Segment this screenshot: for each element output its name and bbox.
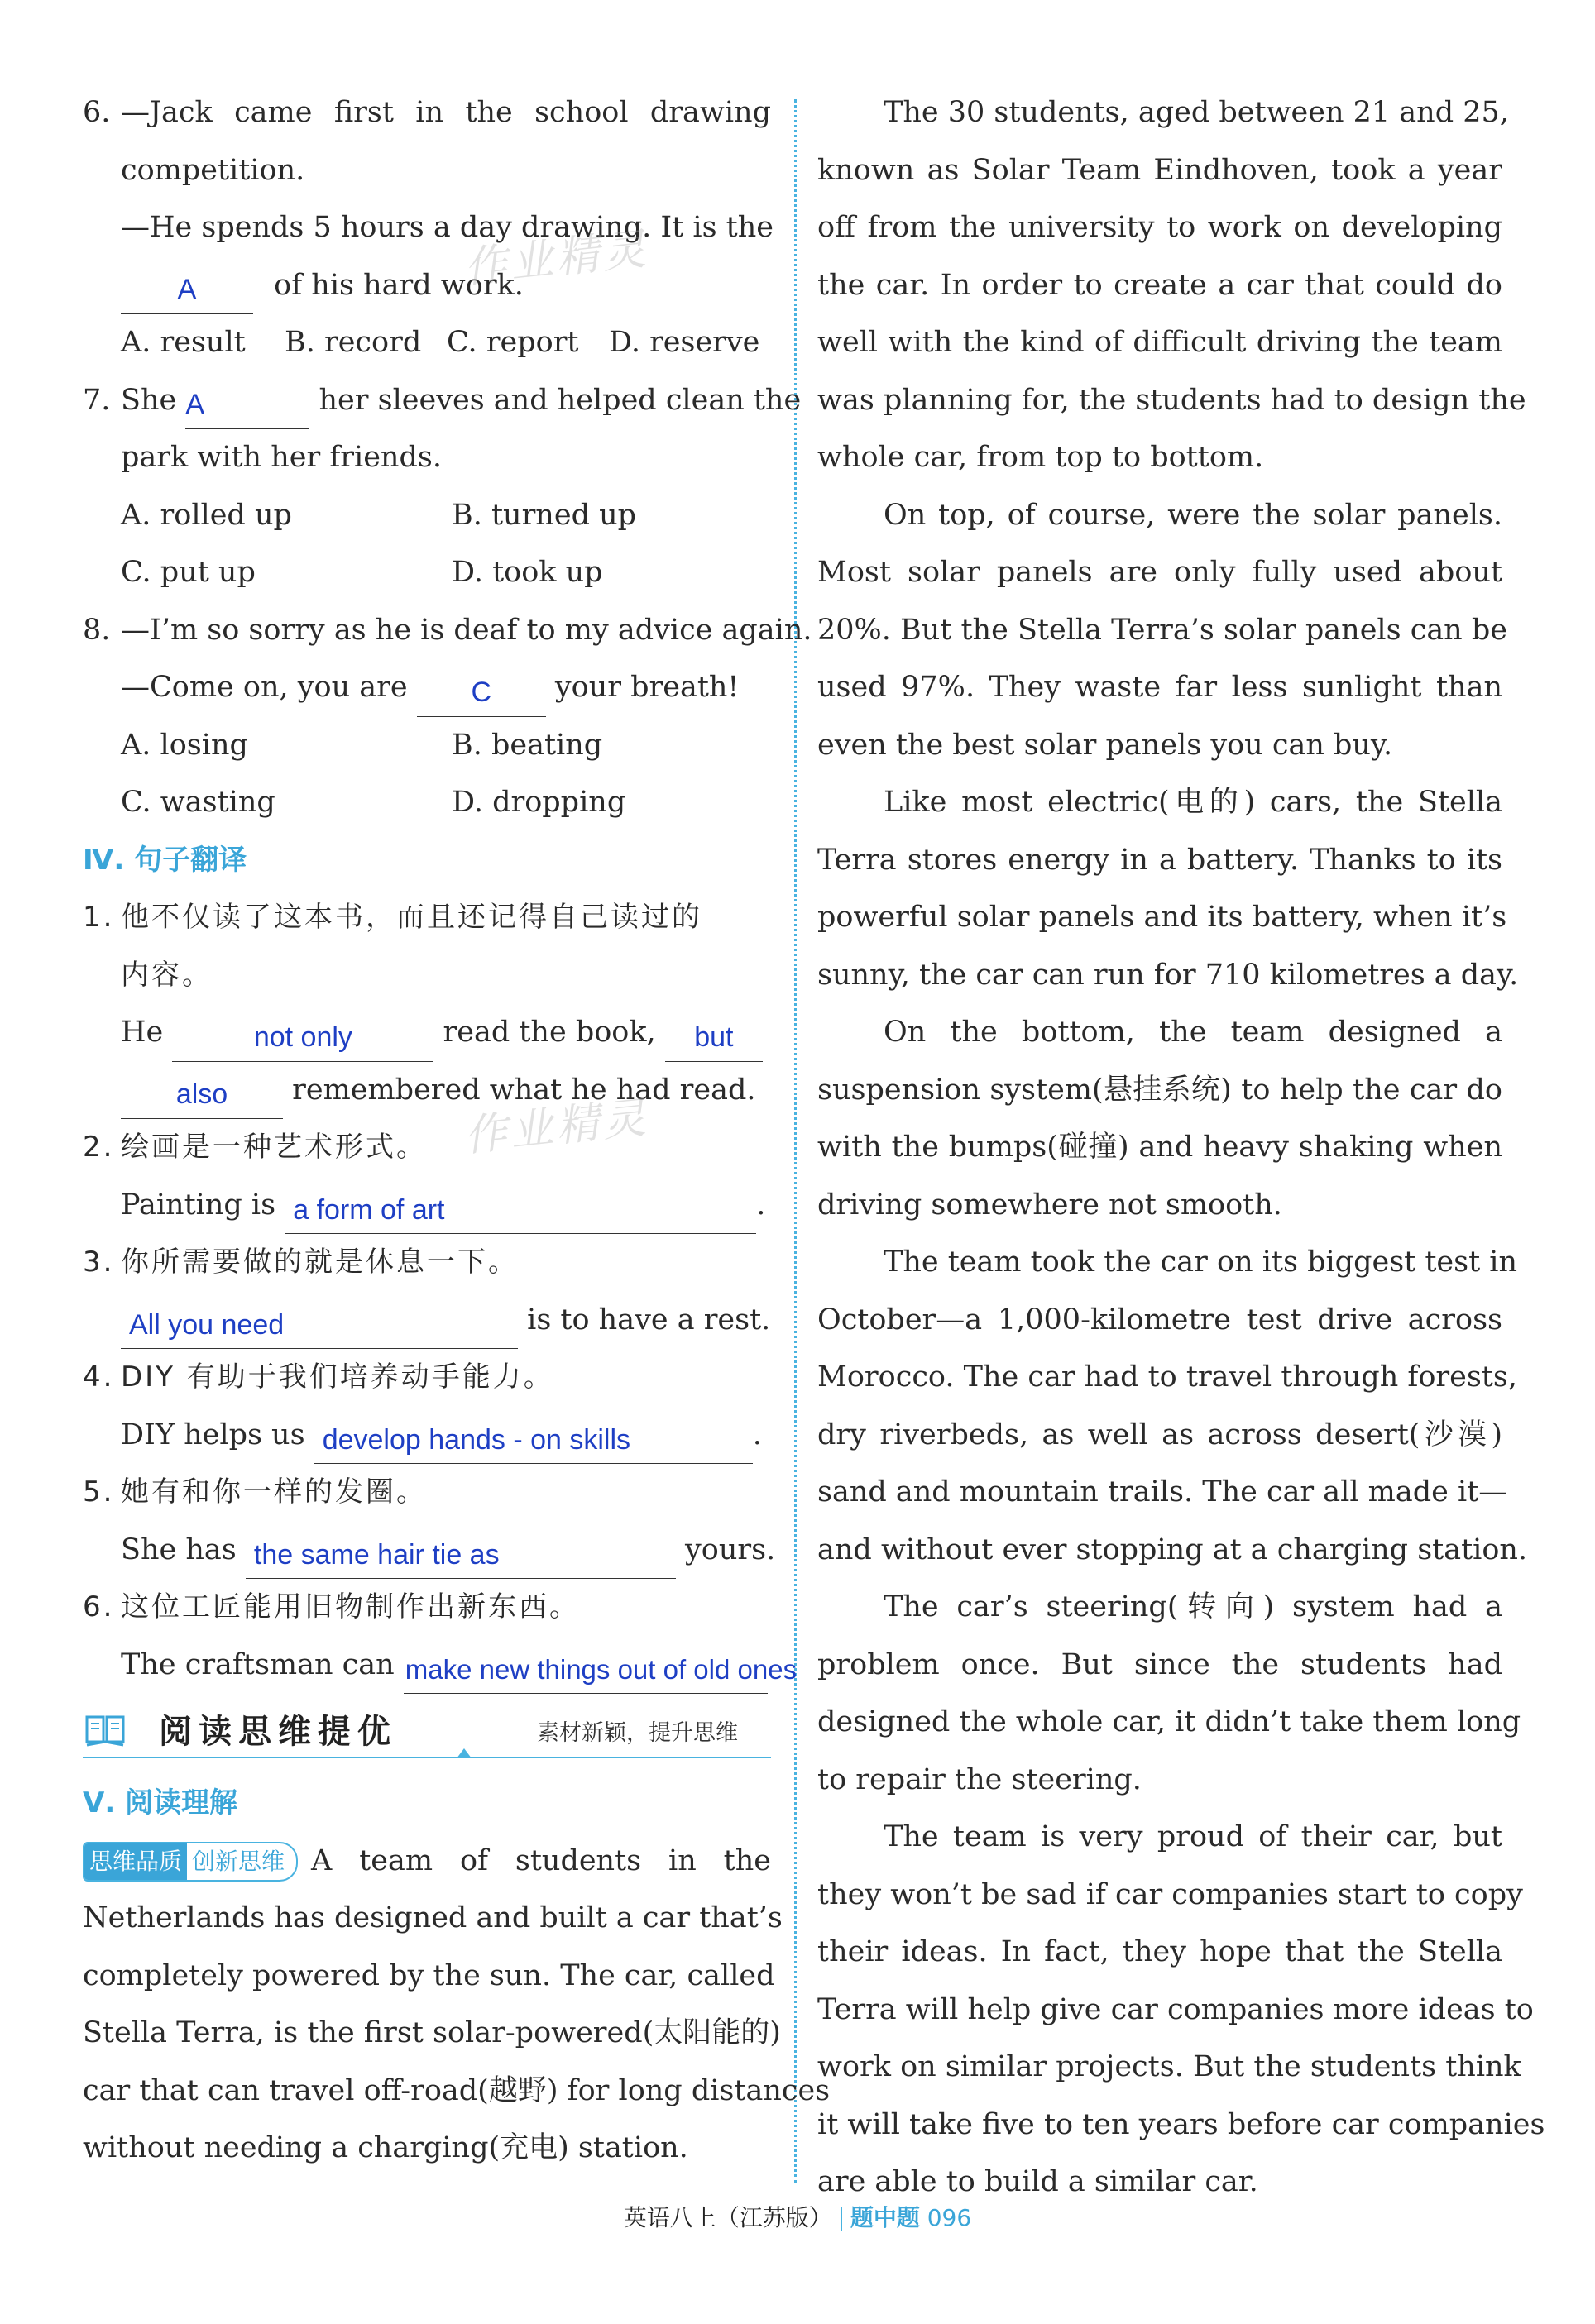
t4-answer: develop hands - on skills — [314, 1416, 753, 1464]
passage-line5: car that can travel off-road(越野) for long distances — [83, 2073, 831, 2107]
q7-answer: A — [185, 380, 309, 429]
passage-right-line: The car’s steering(转向) system had a — [884, 1590, 1502, 1623]
q7-line1: 7. She A her sleeves and helped clean the — [83, 372, 771, 430]
t2-answer: a form of art — [285, 1186, 756, 1234]
passage-line3: completely powered by the sun. The car, called — [83, 1958, 775, 1992]
passage-right-line: driving somewhere not smooth. — [817, 1188, 1282, 1222]
passage-right-line: 20%. But the Stella Terra’s solar panels can be — [817, 613, 1507, 647]
t4-english: DIY helps us develop hands - on skills . — [83, 1407, 771, 1465]
passage-right-line: to repair the steering. — [817, 1762, 1142, 1796]
t1-answer2: but — [665, 1013, 763, 1062]
passage-right-line: On top, of course, were the solar panels. — [884, 498, 1502, 532]
passage-right-line: Most solar panels are only fully used about — [817, 556, 1502, 589]
passage-line2: Netherlands has designed and built a car that’s — [83, 1901, 783, 1934]
passage-line1: 思维品质 创新思维 A team of students in the — [83, 1833, 771, 1891]
t2-english: Painting is a form of art . — [83, 1177, 771, 1235]
passage-right-line: designed the whole car, it didn’t take them long — [817, 1705, 1521, 1738]
t6-chinese: 6. 这位工匠能用旧物制作出新东西。 — [83, 1590, 580, 1623]
passage-right-line: the car. In order to create a car that could do — [817, 268, 1502, 302]
passage-right-line: On the bottom, the team designed a — [884, 1016, 1502, 1049]
q8-line1: 8. —I’m so sorry as he is deaf to my advice again. — [83, 613, 812, 647]
t4-chinese: 4. DIY 有助于我们培养动手能力。 — [83, 1360, 554, 1394]
passage-right-line: sand and mountain trails. The car all made it— — [817, 1475, 1508, 1509]
q6-line3: —He spends 5 hours a day drawing. It is the — [121, 211, 774, 244]
passage-right-line: well with the kind of difficult driving the team — [817, 326, 1502, 359]
footer-separator — [841, 2207, 842, 2231]
t3-english: All you need is to have a rest. — [83, 1292, 771, 1350]
passage-right-line: October—a 1,000-kilometre test drive across — [817, 1303, 1502, 1337]
q6-line2: competition. — [121, 153, 305, 187]
q8-answer: C — [417, 668, 546, 717]
passage-right-line: and without ever stopping at a charging station. — [817, 1533, 1528, 1566]
t1-english2: also remembered what he had read. — [83, 1062, 771, 1120]
passage-right-line: Terra will help give car companies more ideas to — [817, 1992, 1534, 2026]
watermark: 作业精灵 — [462, 1093, 652, 1162]
passage-line4: Stella Terra, is the first solar-powered(太阳能的) — [83, 2016, 781, 2049]
t1-english1: He not only read the book, but — [83, 1004, 771, 1062]
q6-line1: 6. —Jack came first in the school drawing — [83, 96, 771, 129]
right-column — [817, 84, 1545, 2212]
q8-line2: —Come on, you are C your breath! — [83, 659, 771, 717]
q7-options-row2: C. put up D. took up — [121, 556, 603, 589]
t6-answer: make new things out of old ones — [404, 1646, 768, 1694]
q6-answer: A — [121, 265, 253, 314]
passage-right-line: The team took the car on its biggest test in — [884, 1246, 1518, 1279]
q6-options: A. result B. record C. report D. reserve — [121, 326, 760, 359]
page-footer — [0, 2200, 1595, 2233]
passage-right-line: they won’t be sad if car companies start to copy — [817, 1877, 1523, 1911]
t3-chinese: 3. 你所需要做的就是休息一下。 — [83, 1246, 519, 1279]
passage-right-line: The team is very proud of their car, but — [884, 1820, 1502, 1853]
t2-chinese: 2. 绘画是一种艺术形式。 — [83, 1131, 427, 1164]
passage-right-line: Like most electric(电的) cars, the Stella — [884, 786, 1502, 819]
skill-tag: 思维品质 创新思维 — [83, 1842, 298, 1882]
watermark: 作业精灵 — [462, 224, 652, 294]
q8-options-row1: A. losing B. beating — [121, 728, 603, 762]
footer-series: 题中题 — [850, 2204, 920, 2231]
t1-answer3: also — [121, 1070, 283, 1119]
q6-line4: A of his hard work. — [83, 257, 771, 315]
passage-right-line: work on similar projects. But the students think — [817, 2050, 1521, 2083]
q7-options-row1: A. rolled up B. turned up — [121, 498, 637, 532]
banner-underline — [83, 1757, 771, 1758]
t5-english: She has the same hair tie as yours. — [83, 1522, 771, 1580]
passage-right-line: problem once. But since the students had — [817, 1647, 1502, 1681]
banner-title: 阅读思维提优 — [159, 1713, 397, 1751]
banner-subtitle: 素材新颖，提升思维 — [537, 1720, 738, 1746]
passage-right-line: known as Solar Team Eindhoven, took a year — [817, 153, 1502, 187]
passage-right-line: off from the university to work on developing — [817, 211, 1502, 244]
passage-right-line: dry riverbeds, as well as across desert(沙漠) — [817, 1418, 1502, 1451]
open-book-icon — [84, 1712, 126, 1748]
passage-right-line: used 97%. They waste far less sunlight than — [817, 671, 1502, 704]
t1-answer1: not only — [172, 1013, 433, 1062]
passage-right-line: Terra stores energy in a battery. Thanks to its — [817, 843, 1502, 877]
passage-right-line: Morocco. The car had to travel through forests, — [817, 1360, 1517, 1394]
t6-english: The craftsman can make new things out of old ones — [83, 1637, 771, 1695]
q8-options-row2: C. wasting D. dropping — [121, 786, 626, 819]
passage-right-line: whole car, from top to bottom. — [817, 441, 1264, 474]
section-4-heading: Ⅳ. 句子翻译 — [83, 843, 247, 877]
passage-right-line: it will take five to ten years before car companies — [817, 2107, 1545, 2141]
t1-chinese1: 1. 他不仅读了这本书，而且还记得自己读过的 — [83, 901, 702, 934]
t5-chinese: 5. 她有和你一样的发圈。 — [83, 1475, 427, 1509]
passage-right-line: The 30 students, aged between 21 and 25, — [884, 96, 1509, 129]
footer-book-title: 英语八上（江苏版） — [623, 2204, 832, 2231]
passage-right-line: sunny, the car can run for 710 kilometres a day. — [817, 958, 1519, 992]
passage-line6: without needing a charging(充电) station. — [83, 2131, 688, 2164]
passage-right-line: with the bumps(碰撞) and heavy shaking when — [817, 1131, 1502, 1164]
passage-right-line: suspension system(悬挂系统) to help the car do — [817, 1073, 1502, 1107]
t5-answer: the same hair tie as — [246, 1531, 676, 1579]
passage-right-line: are able to build a similar car. — [817, 2165, 1258, 2198]
left-column — [83, 84, 831, 2178]
page-number: 096 — [927, 2204, 972, 2231]
passage-right-line: was planning for, the students had to design the — [817, 383, 1526, 417]
q7-line2: park with her friends. — [121, 441, 442, 474]
section-5-heading: Ⅴ. 阅读理解 — [83, 1786, 238, 1820]
t3-answer: All you need — [121, 1301, 518, 1349]
passage-right-line: even the best solar panels you can buy. — [817, 728, 1393, 762]
passage-right-line: their ideas. In fact, they hope that the Stella — [817, 1935, 1502, 1968]
t1-chinese2: 内容。 — [121, 958, 213, 992]
passage-right-line: powerful solar panels and its battery, when it’s — [817, 901, 1507, 934]
reading-banner — [83, 1704, 771, 1775]
